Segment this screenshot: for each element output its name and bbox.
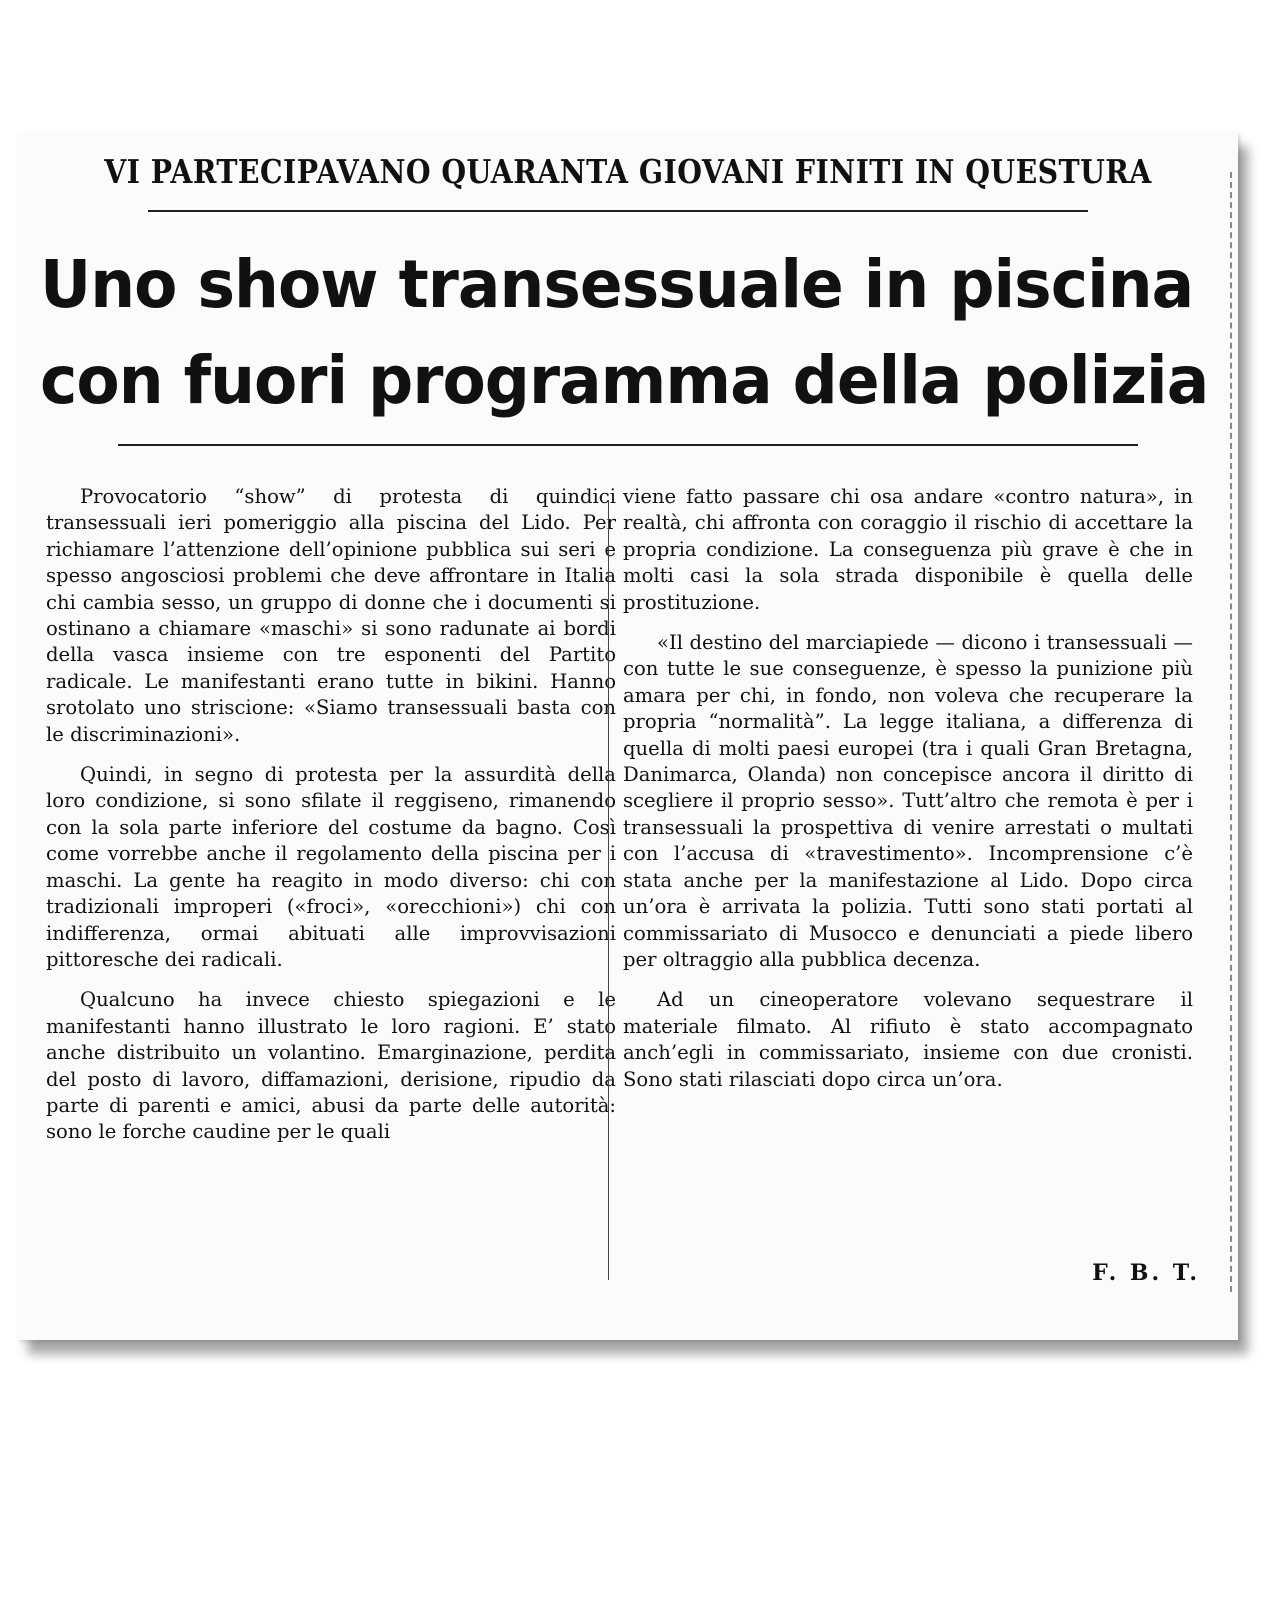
headline-line-2: con fuori programma della polizia [40, 342, 1209, 419]
article-headline [40, 237, 1220, 429]
headline-line-1: Uno show transessuale in piscina [40, 246, 1194, 323]
article-kicker: VI PARTECIPAVANO QUARANTA GIOVANI FINITI IN QUESTURA [104, 152, 1152, 191]
kicker-underline [148, 210, 1088, 212]
article-column-right [623, 484, 1193, 1107]
paragraph: Quindi, in segno di protesta per la assurdità della loro condizione, si sono sfilate il reggiseno, rimanendo con la sola parte inferiore del costume da bagno. Così come vorrebbe anche il regolamento della piscina per i maschi. La gente ha reagito in modo diverso: chi con tradizionali improperi («froci», «orecchioni») chi con indifferenza, ormai abituati alle improvvisazioni pittoresche dei radicali. [46, 763, 616, 971]
paragraph: Provocatorio “show” di protesta di quindici transessuali ieri pomeriggio alla piscina del Lido. Per richiamare l’attenzione dell’opinione pubblica sui seri e spesso angosciosi problemi che deve affrontare in Italia chi cambia sesso, un gruppo di donne che i documenti si ostinano a chiamare «maschi» si sono radunate ai bordi della vasca insieme con tre esponenti del Partito radicale. Le manifestanti erano tutte in bikini. Hanno srotolato uno striscione: «Siamo transessuali basta con le discriminazioni». [46, 485, 616, 746]
page-edge-rule [1230, 172, 1232, 1292]
column-divider [608, 500, 609, 1280]
headline-underline [118, 444, 1138, 446]
article-byline: F. B. T. [1092, 1260, 1200, 1286]
paragraph: Ad un cineoperatore volevano sequestrare il materiale filmato. Al rifiuto è stato accompagnato anch’egli in commissariato, insieme con due cronisti. Sono stati rilasciati dopo circa un’ora. [623, 988, 1193, 1091]
paragraph: «Il destino del marciapiede — dicono i transessuali — con tutte le sue conseguenze, è spesso la punizione più amara per chi, in fondo, non voleva che recuperare la propria “normalità”. La legge italiana, a differenza di quella di molti paesi europei (tra i quali Gran Bretagna, Danimarca, Olanda) non concepisce ancora il diritto di scegliere il proprio sesso». Tutt’altro che remota è per i transessuali la prospettiva di venire arrestati o multati con l’accusa di «travestimento». Incomprensione c’è stata anche per la manifestazione al Lido. Dopo circa un’ora è arrivata la polizia. Tutti sono stati portati al commissariato di Musocco e denunciati a piede libero per oltraggio alla pubblica decenza. [623, 631, 1193, 971]
paragraph: viene fatto passare chi osa andare «contro natura», in realtà, chi affronta con coraggio il rischio di accettare la propria condizione. La conseguenza più grave è che in molti casi la sola strada disponibile è quella delle prostituzione. [623, 485, 1193, 614]
newspaper-clipping [18, 132, 1238, 1340]
paragraph: Qualcuno ha invece chiesto spiegazioni e le manifestanti hanno illustrato le loro ragioni. E’ stato anche distribuito un volantino. Emarginazione, perdita del posto di lavoro, diffamazioni, derisione, ripudio da parte di parenti e amici, abusi da parte delle autorità: sono le forche caudine per le quali [46, 988, 616, 1144]
article-column-left [46, 484, 616, 1160]
